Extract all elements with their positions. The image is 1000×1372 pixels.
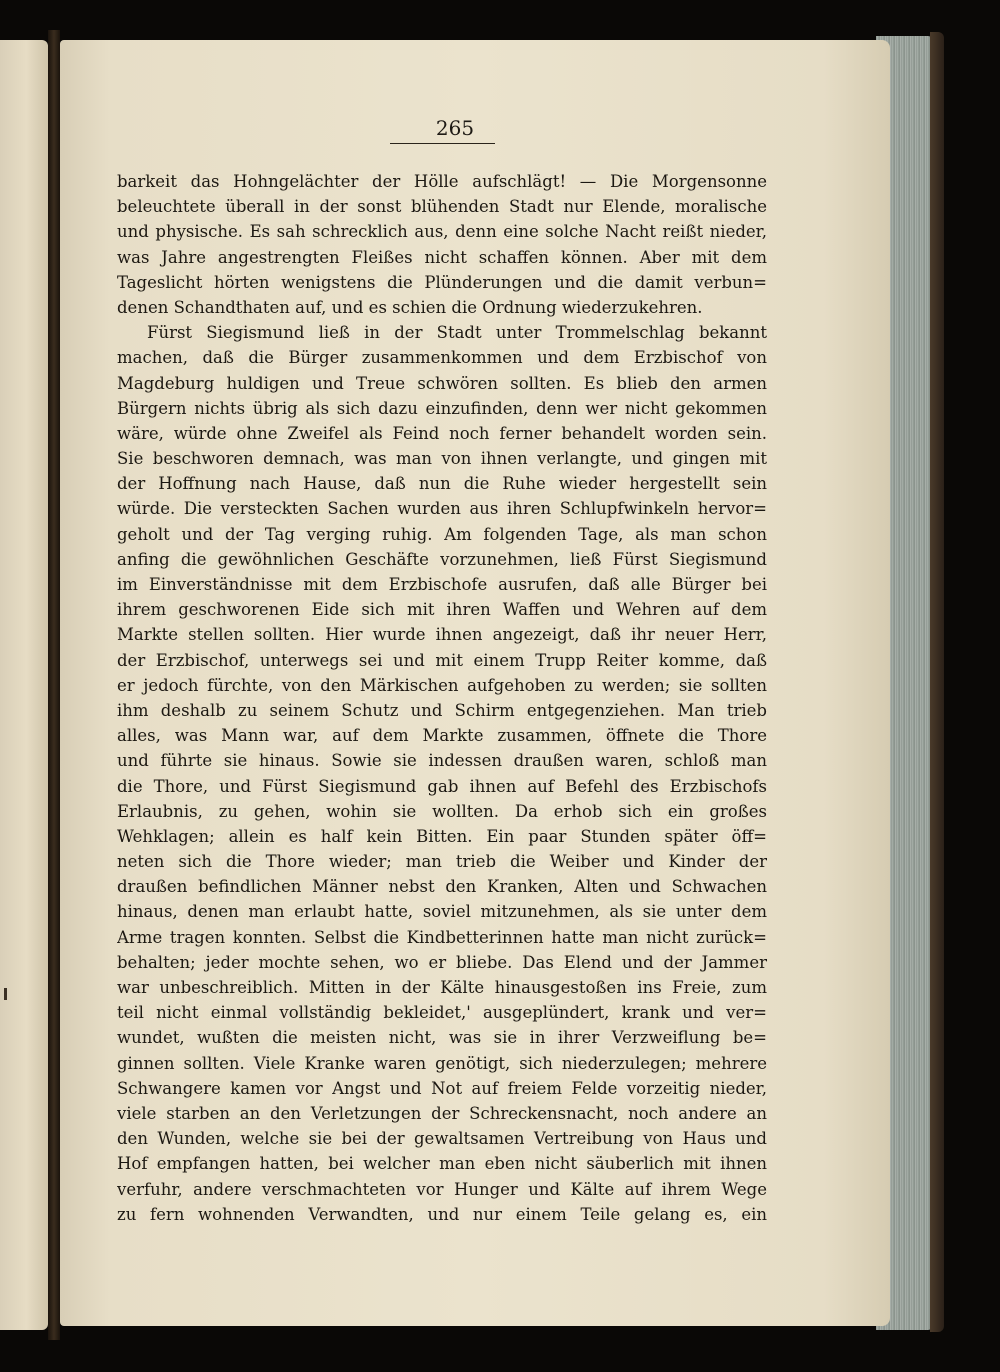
- previous-page-edge: [0, 40, 48, 1330]
- text-line: Bürgern nichts übrig als sich dazu einzufinden, denn wer nicht gekommen: [117, 398, 767, 418]
- text-line: Hof empfangen hatten, bei welcher man eben nicht säuberlich mit ihnen: [117, 1154, 767, 1174]
- text-line: Sie beschworen demnach, was man von ihnen verlangte, und gingen mit: [117, 449, 767, 469]
- text-line: zu fern wohnenden Verwandten, und nur einem Teile gelang es, ein: [117, 1204, 767, 1224]
- text-line: verfuhr, andere verschmachteten vor Hunger und Kälte auf ihrem Wege: [117, 1179, 767, 1199]
- text-line: war unbeschreiblich. Mitten in der Kälte hinausgestoßen ins Freie, zum: [117, 978, 767, 997]
- page-number: 265: [435, 116, 475, 140]
- text-line: wundet, wußten die meisten nicht, was sie in ihrer Verzweiflung be=: [117, 1028, 767, 1048]
- text-line: hinaus, denen man erlaubt hatte, soviel mitzunehmen, als sie unter dem: [117, 902, 767, 922]
- cover-edge: [930, 32, 944, 1332]
- text-line: Wehklagen; allein es half kein Bitten. Ein paar Stunden später öff=: [117, 826, 767, 846]
- text-line: ihrem geschworenen Eide sich mit ihren Waffen und Wehren auf dem: [117, 600, 767, 620]
- text-line: alles, was Mann war, auf dem Markte zusammen, öffnete die Thore: [117, 726, 767, 746]
- text-line: Tageslicht hörten wenigstens die Plünderungen und die damit verbun=: [117, 272, 767, 292]
- text-line: ihm deshalb zu seinem Schutz und Schirm entgegenziehen. Man trieb: [117, 700, 767, 720]
- book-gutter: [48, 30, 60, 1340]
- text-line: der Erzbischof, unterwegs sei und mit einem Trupp Reiter komme, daß: [117, 650, 767, 670]
- text-line: Magdeburg huldigen und Treue schwören sollten. Es blieb den armen: [117, 373, 767, 393]
- text-line: und physische. Es sah schrecklich aus, denn eine solche Nacht reißt nieder,: [117, 222, 767, 242]
- text-line: und führte sie hinaus. Sowie sie indessen draußen waren, schloß man: [117, 751, 767, 771]
- text-line: barkeit das Hohngelächter der Hölle aufschlägt! — Die Morgensonne: [117, 172, 767, 191]
- text-line: Arme tragen konnten. Selbst die Kindbetterinnen hatte man nicht zurück=: [117, 927, 767, 947]
- text-line: Markte stellen sollten. Hier wurde ihnen angezeigt, daß ihr neuer Herr,: [117, 625, 767, 645]
- text-line: behalten; jeder mochte sehen, wo er bliebe. Das Elend und der Jammer: [117, 952, 767, 972]
- text-line: der Hoffnung nach Hause, daß nun die Ruhe wieder hergestellt sein: [117, 474, 767, 494]
- text-line: neten sich die Thore wieder; man trieb die Weiber und Kinder der: [117, 852, 767, 872]
- text-line: ginnen sollten. Viele Kranke waren genötigt, sich niederzulegen; mehrere: [117, 1053, 767, 1073]
- text-line: die Thore, und Fürst Siegismund gab ihnen auf Befehl des Erzbischofs: [117, 776, 767, 796]
- text-line: geholt und der Tag verging ruhig. Am folgenden Tage, als man schon: [117, 524, 767, 544]
- text-line: beleuchtete überall in der sonst blühenden Stadt nur Elende, moralische: [117, 197, 767, 217]
- text-line: würde. Die versteckten Sachen wurden aus ihren Schlupfwinkeln hervor=: [117, 499, 767, 519]
- text-line: was Jahre angestrengten Fleißes nicht schaffen können. Aber mit dem: [117, 247, 767, 267]
- text-line: machen, daß die Bürger zusammenkommen und dem Erzbischof von: [117, 348, 767, 368]
- text-line: draußen befindlichen Männer nebst den Kranken, Alten und Schwachen: [117, 877, 767, 897]
- text-line: Erlaubnis, zu gehen, wohin sie wollten. Da erhob sich ein großes: [117, 801, 767, 821]
- text-line: Schwangere kamen vor Angst und Not auf freiem Felde vorzeitig nieder,: [117, 1078, 767, 1098]
- text-line: wäre, würde ohne Zweifel als Feind noch ferner behandelt worden sein.: [117, 423, 767, 443]
- text-line: den Wunden, welche sie bei der gewaltsamen Vertreibung von Haus und: [117, 1129, 767, 1149]
- text-line: im Einverständnisse mit dem Erzbischofe ausrufen, daß alle Bürger bei: [117, 575, 767, 594]
- text-line: er jedoch fürchte, von den Märkischen aufgehoben zu werden; sie sollten: [117, 675, 767, 695]
- text-line: teil nicht einmal vollständig bekleidet,' ausgeplündert, krank und ver=: [117, 1003, 767, 1023]
- header-rule: [390, 143, 495, 144]
- text-line: viele starben an den Verletzungen der Schreckensnacht, noch andere an: [117, 1103, 767, 1123]
- scan-speck: [4, 988, 7, 1000]
- text-line: Fürst Siegismund ließ in der Stadt unter Trommelschlag bekannt: [147, 323, 767, 343]
- body-text: [117, 169, 767, 1227]
- text-line: denen Schandthaten auf, und es schien die Ordnung wiederzukehren.: [117, 297, 703, 317]
- text-line: anfing die gewöhnlichen Geschäfte vorzunehmen, ließ Fürst Siegismund: [117, 549, 767, 569]
